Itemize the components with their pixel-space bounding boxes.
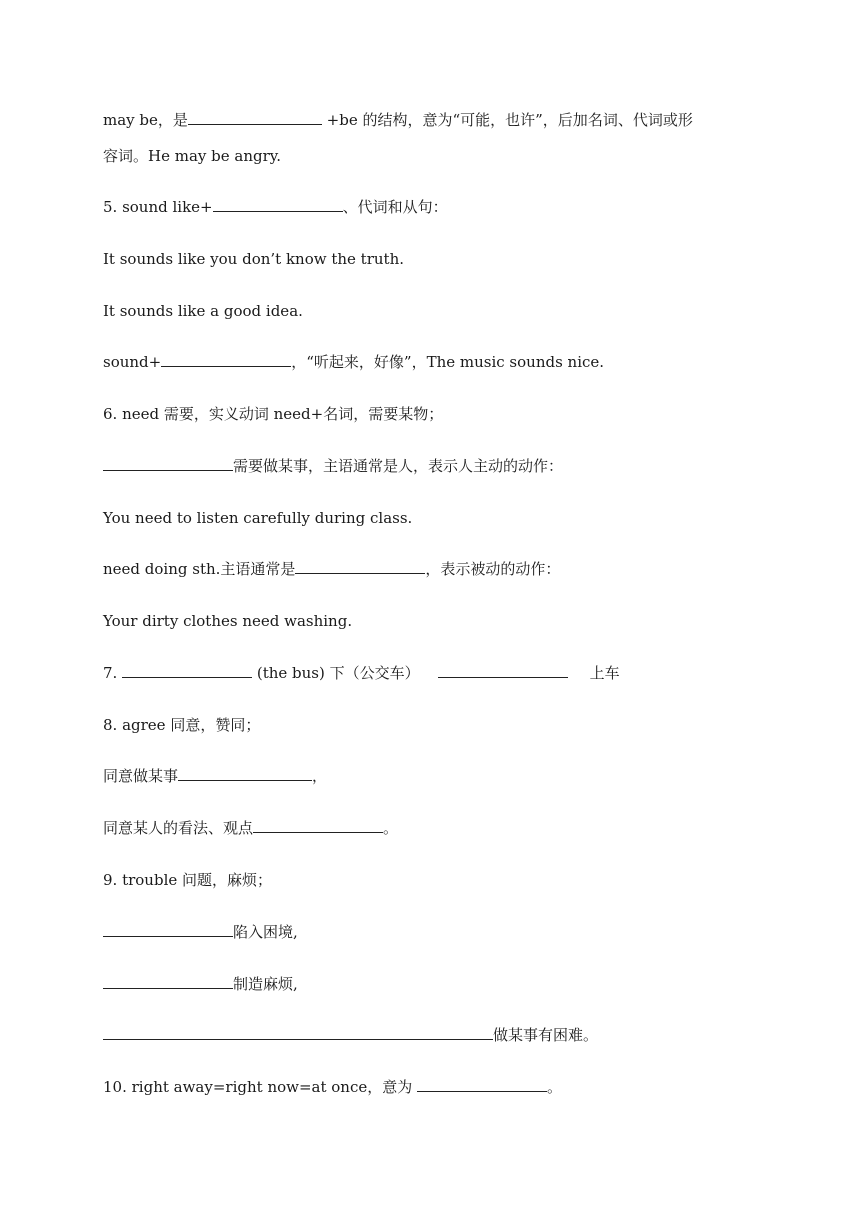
need-doing-line: need doing sth.主语通常是 ，表示被动的动作：	[103, 560, 561, 578]
example-sentence: Your dirty clothes need washing.	[103, 612, 353, 630]
fill-blank[interactable]	[253, 818, 383, 833]
example-sentence: You need to listen carefully during class.	[103, 509, 413, 527]
fill-blank[interactable]	[295, 559, 425, 574]
item-10-heading: 10. right away=right now=at once，意为 。	[103, 1078, 563, 1096]
agree-to-line: 同意做某事 ，	[103, 767, 328, 785]
fill-blank[interactable]	[213, 197, 343, 212]
fill-blank[interactable]	[188, 110, 322, 125]
agree-with-line: 同意某人的看法、观点 。	[103, 819, 399, 837]
item-7-heading: 7. (the bus) 下（公交车） 上车	[103, 664, 620, 682]
example-sentence: It sounds like you don’t know the truth.	[103, 250, 404, 268]
fill-blank[interactable]	[161, 352, 291, 367]
may-be-example: 容词。He may be angry.	[103, 147, 282, 165]
item-8-heading: 8. agree 同意，赞同；	[103, 716, 261, 734]
may-be-line: may be，是 +be 的结构，意为“可能，也许”，后加名词、代词或形	[103, 111, 693, 129]
fill-blank[interactable]	[103, 456, 233, 471]
example-sentence: It sounds like a good idea.	[103, 302, 303, 320]
fill-blank[interactable]	[438, 663, 568, 678]
have-trouble-line: 做某事有困难。	[103, 1025, 800, 1045]
need-to-line: 需要做某事，主语通常是人，表示人主动的动作：	[103, 456, 800, 476]
item-5-heading: 5. sound like+ 、代词和从句：	[103, 198, 448, 216]
in-trouble-line: 陷入困境,	[103, 922, 800, 942]
fill-blank[interactable]	[178, 766, 312, 781]
fill-blank[interactable]	[103, 922, 233, 937]
sound-adj-line: sound+ ，“听起来，好像”，The music sounds nice.	[103, 353, 605, 371]
fill-blank[interactable]	[417, 1077, 547, 1092]
item-6-heading: 6. need 需要，实义动词 need+名词，需要某物；	[103, 405, 444, 423]
fill-blank[interactable]	[103, 1025, 493, 1040]
fill-blank[interactable]	[122, 663, 252, 678]
make-trouble-line: 制造麻烦,	[103, 974, 800, 994]
fill-blank[interactable]	[103, 974, 233, 989]
item-9-heading: 9. trouble 问题，麻烦；	[103, 871, 273, 889]
